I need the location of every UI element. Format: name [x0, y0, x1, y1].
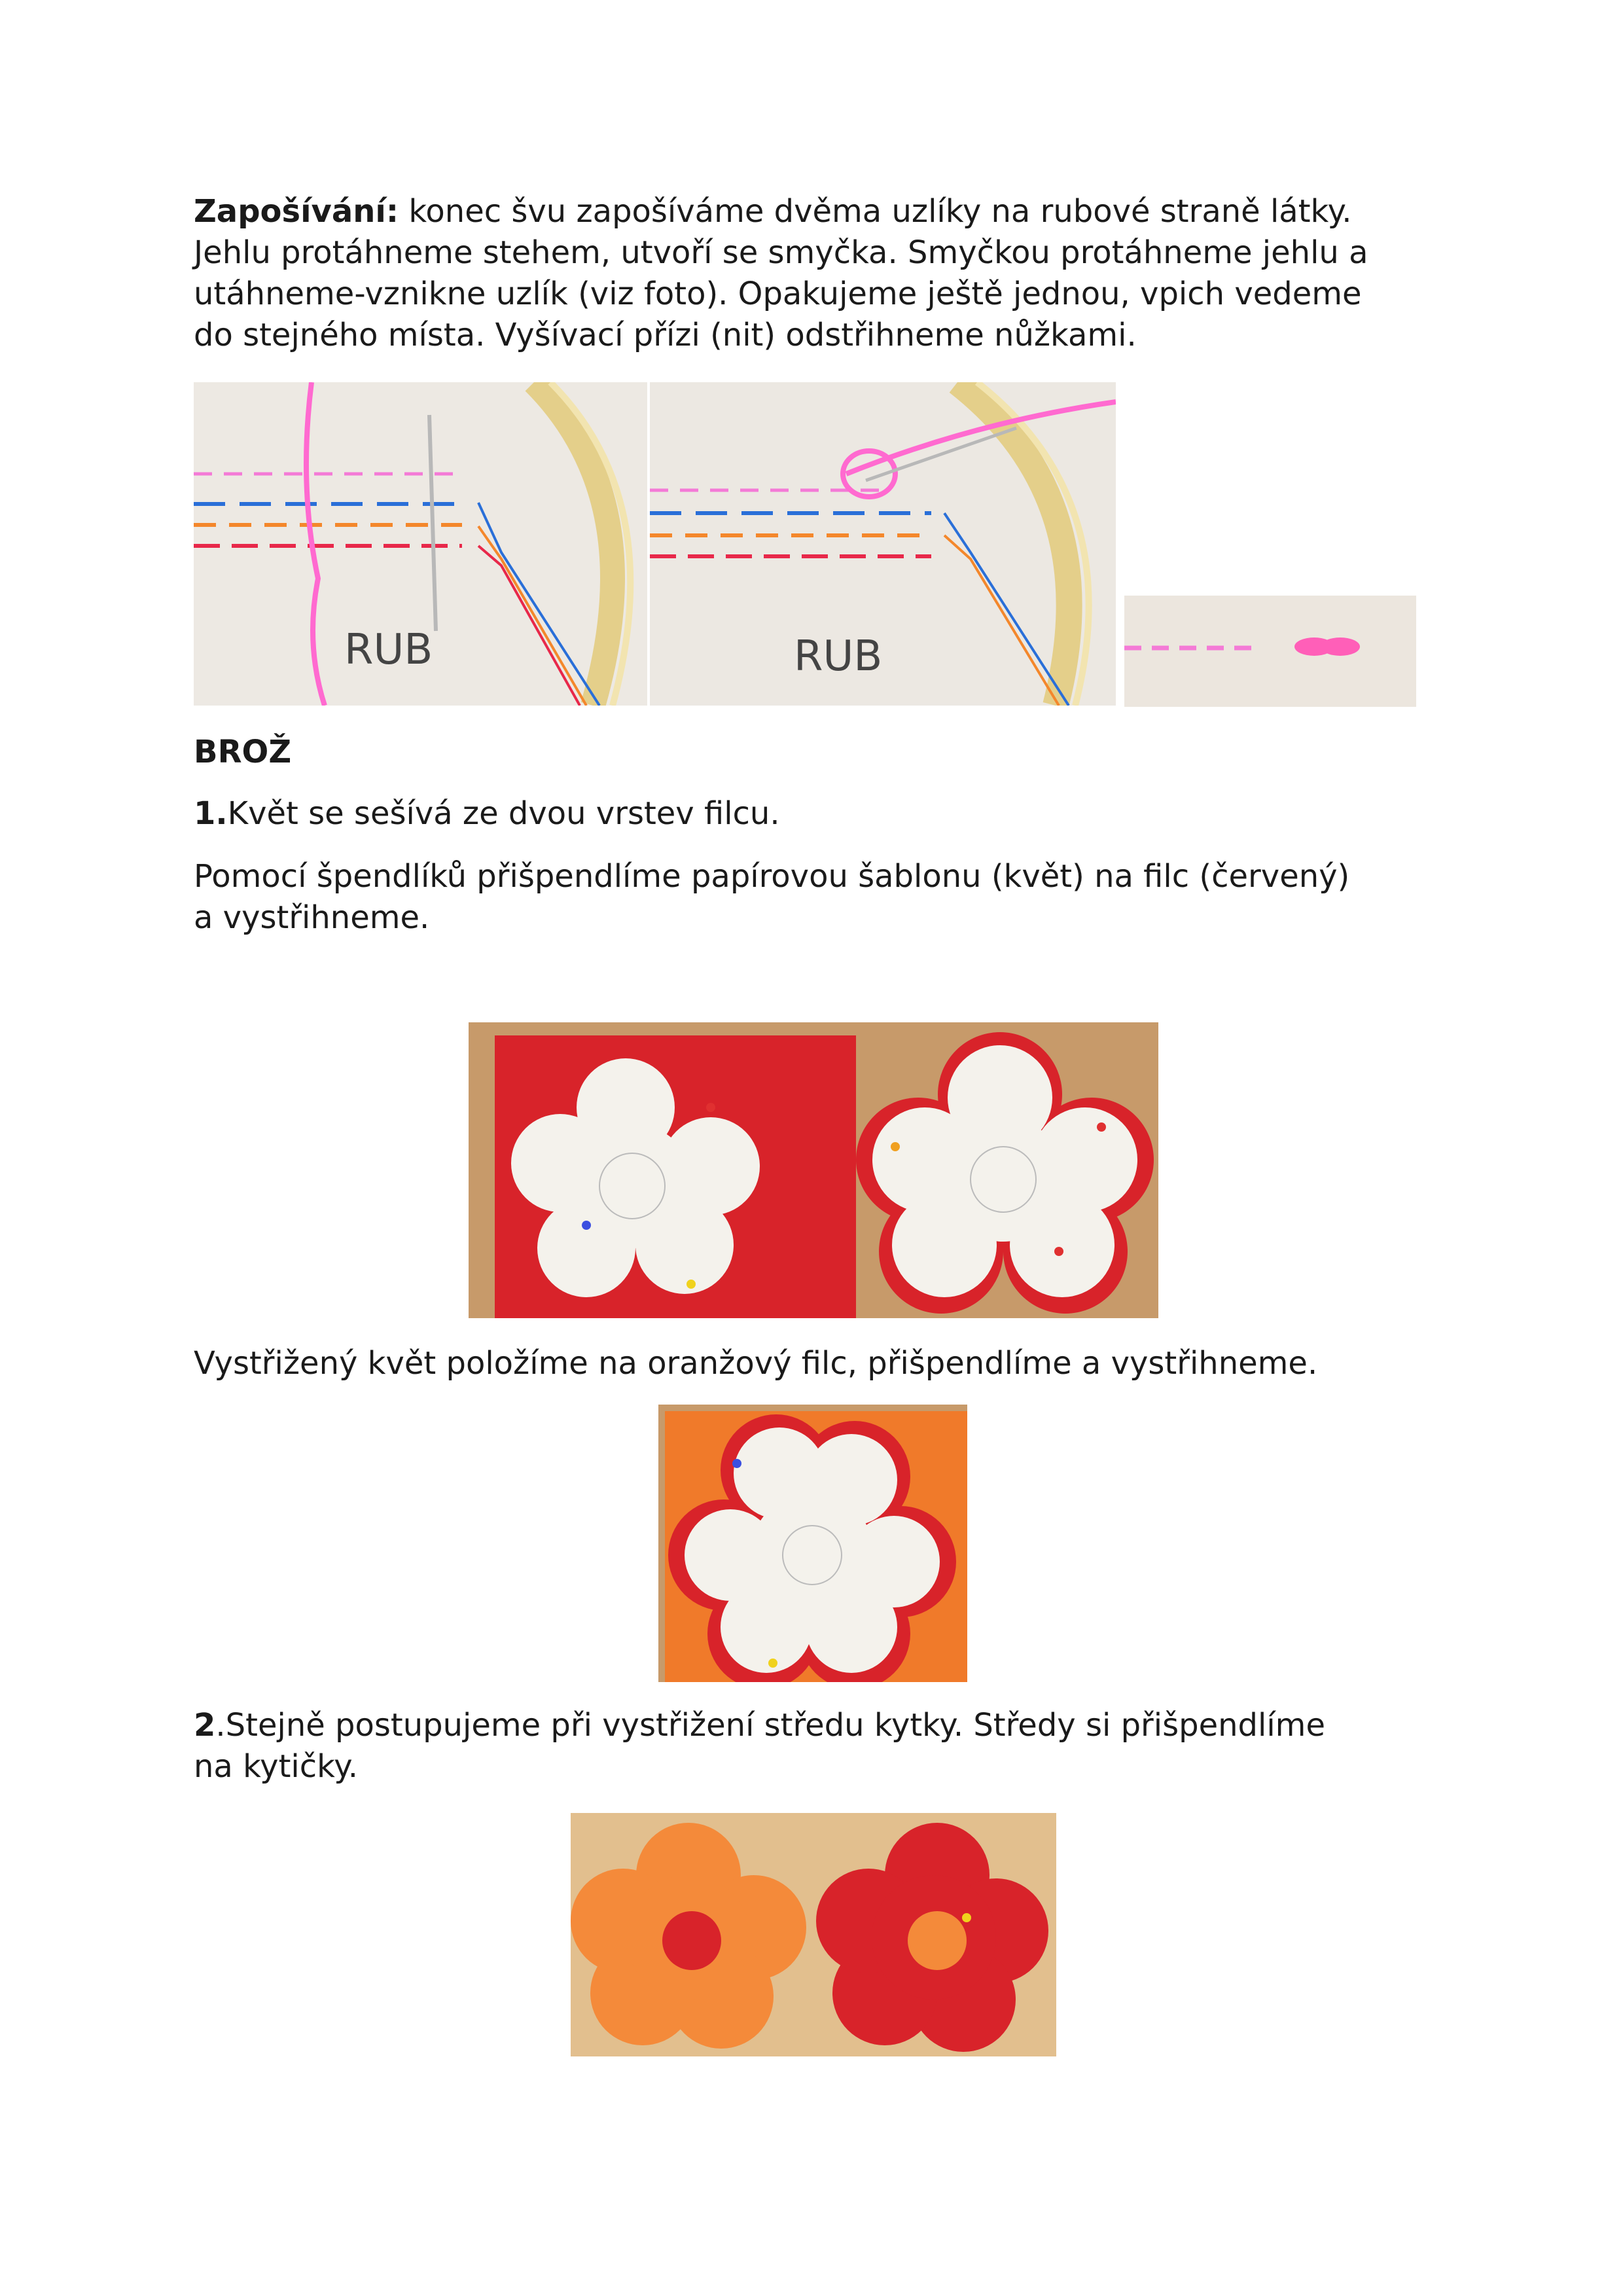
intro-line-1 [194, 191, 1351, 232]
step2-line-2: na kytičky. [194, 1748, 359, 1785]
step2-line-1 [194, 1705, 1325, 1746]
intro-line-1-text: konec švu zapošíváme dvěma uzlíky na rubové straně látky. [399, 193, 1352, 230]
brooch-heading [194, 732, 291, 773]
intro-line-4: do stejného místa. Vyšívací přízi (nit) odstřihneme nůžkami. [194, 317, 1137, 353]
photo-template-red-felt [469, 1022, 856, 1318]
brooch-heading-text: BROŽ [194, 734, 292, 770]
intro-heading: Zapošívání: [194, 193, 399, 230]
step1-number: 1. [194, 795, 228, 832]
step2-text: .Stejně postupujeme při vystřižení středu kytky. Středy si přišpendlíme [215, 1707, 1325, 1744]
step1-line-2: Pomocí špendlíků přišpendlíme papírovou šablonu (květ) na filc (červený) [194, 858, 1350, 895]
photo-embroidery-needle [194, 382, 647, 706]
photo-label-rub-2: RUB [794, 632, 883, 681]
intro-line-2: Jehlu protáhneme stehem, utvoří se smyčka. Smyčkou protáhneme jehlu a [194, 234, 1368, 271]
step1-line-3: a vystřihneme. [194, 899, 430, 936]
photo-flowers-with-centers [571, 1813, 1056, 2056]
photo-template-orange-felt [658, 1405, 967, 1682]
step1-text: Květ se sešívá ze dvou vrstev filcu. [227, 795, 780, 832]
photo-cut-red-flower [856, 1022, 1158, 1318]
photo-label-rub-1: RUB [344, 626, 433, 674]
step1-line [194, 793, 780, 834]
intro-line-3: utáhneme-vznikne uzlík (viz foto). Opakujeme ještě jednou, vpich vedeme [194, 276, 1362, 312]
step1-orange-line: Vystřižený květ položíme na oranžový filc, přišpendlíme a vystřihneme. [194, 1345, 1318, 1382]
photo-embroidery-loop [650, 382, 1116, 706]
photo-knot-closeup [1124, 596, 1416, 707]
step2-number: 2 [194, 1707, 216, 1744]
